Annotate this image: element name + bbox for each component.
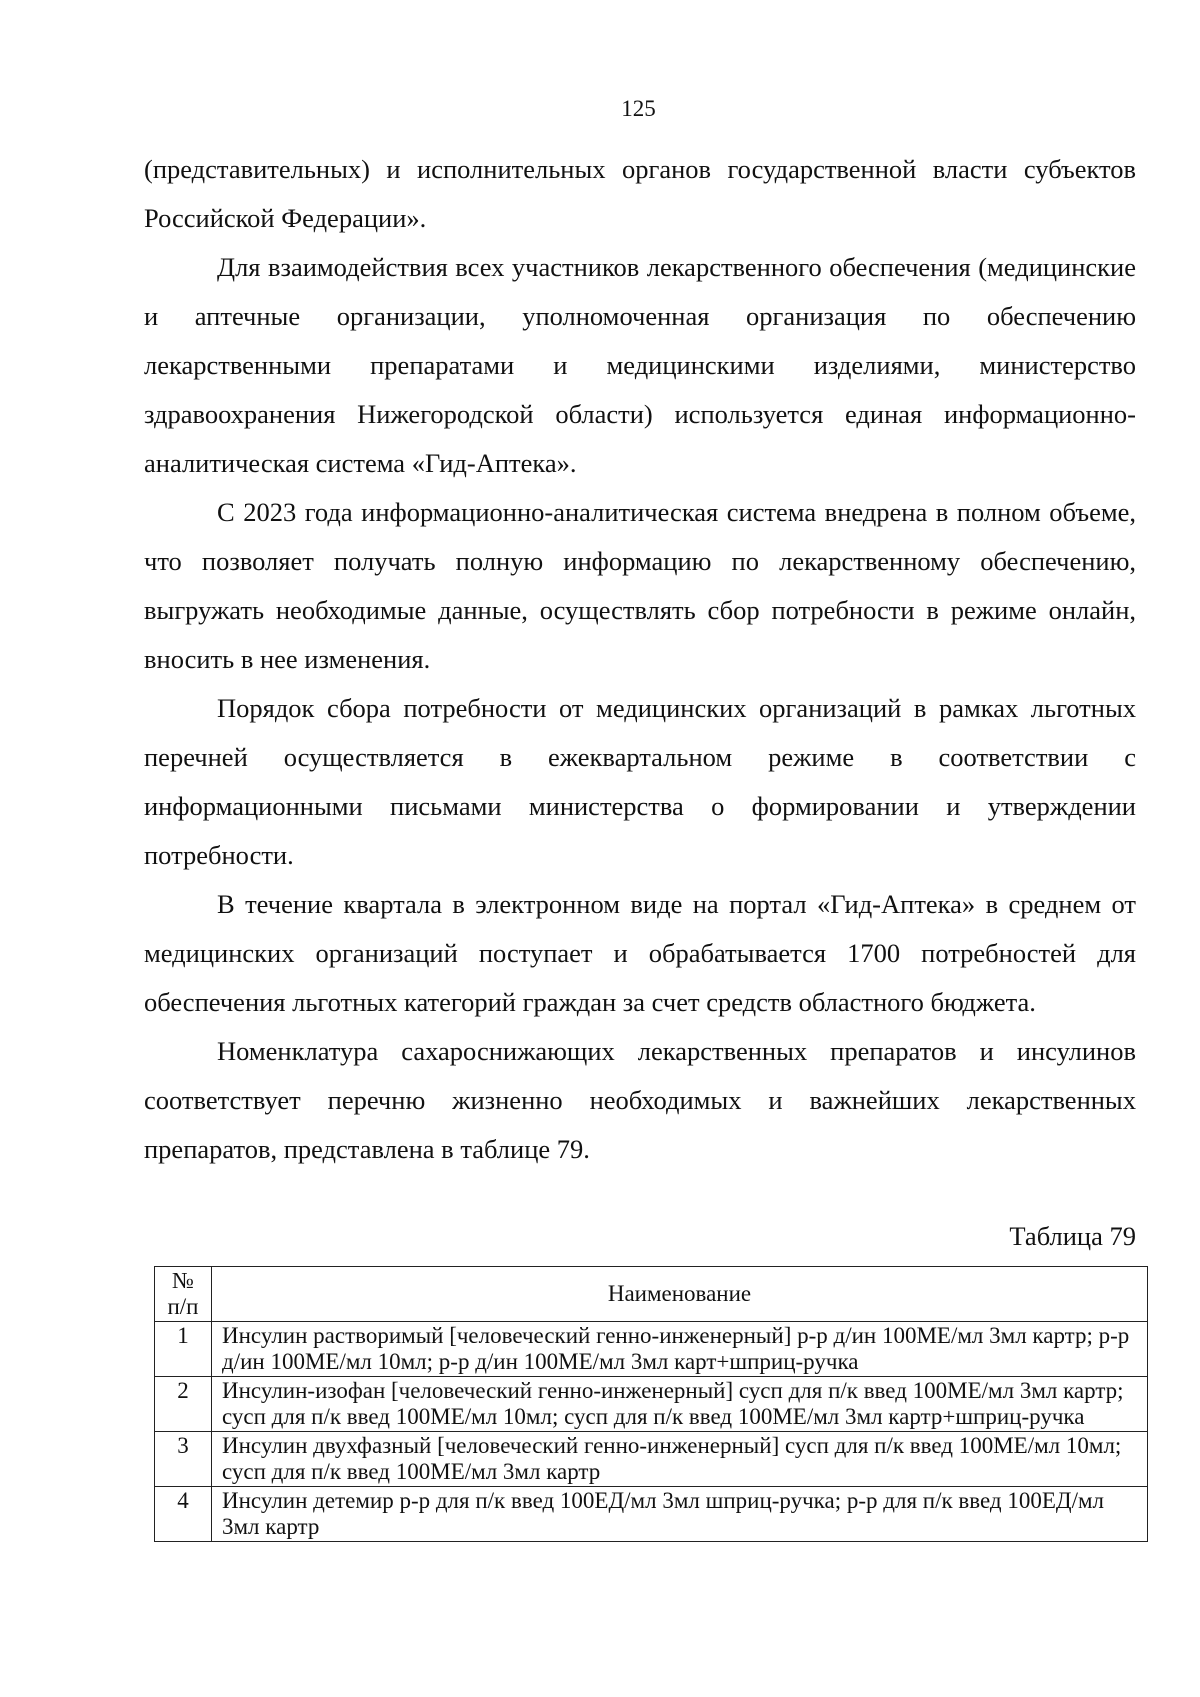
table-row (155, 1487, 1148, 1542)
body-text (144, 145, 1136, 1174)
table-row (155, 1322, 1148, 1377)
table-caption: Таблица 79 (1009, 1221, 1136, 1251)
table-row (155, 1432, 1148, 1487)
header-number-label: № п/п (167, 1268, 199, 1319)
paragraph-nomenclature: Номенклатура сахароснижающих лекарственных препаратов и инсулинов соответствует перечню жизненно необходимых и важнейших лекарственных препаратов, представлена в таблице 79. (144, 1036, 1136, 1164)
row-name: Инсулин двухфазный [человеческий генно-инженерный] сусп для п/к введ 100МЕ/мл 10мл; сусп для п/к введ 100МЕ/мл 3мл картр (212, 1432, 1148, 1487)
table-header-row (155, 1267, 1148, 1322)
insulin-nomenclature-table (154, 1266, 1148, 1542)
paragraph-quarterly-volume: В течение квартала в электронном виде на портал «Гид-Аптека» в среднем от медицинских организаций поступает и обрабатывается 1700 потребностей для обеспечения льготных категорий граждан за счет средств областного бюджета. (144, 889, 1136, 1017)
header-number (155, 1267, 212, 1322)
row-name: Инсулин-изофан [человеческий генно-инженерный] сусп для п/к введ 100МЕ/мл 3мл картр; сусп для п/к введ 100МЕ/мл 10мл; сусп для п/к введ 100МЕ/мл 3мл картр+шприц-ручка (212, 1377, 1148, 1432)
page-number: 125 (621, 96, 656, 121)
paragraph-continuation: (представительных) и исполнительных органов государственной власти субъектов Российской Федерации». (144, 154, 1136, 233)
row-number: 2 (155, 1377, 212, 1432)
paragraph-system-implementation: С 2023 года информационно-аналитическая система внедрена в полном объеме, что позволяет получать полную информацию по лекарственному обеспечению, выгружать необходимые данные, осуществлять сбор потребности в режиме онлайн, вносить в нее изменения. (144, 497, 1136, 674)
row-name: Инсулин растворимый [человеческий генно-инженерный] р-р д/ин 100МЕ/мл 3мл картр; р-р д/ин 100МЕ/мл 10мл; р-р д/ин 100МЕ/мл 3мл карт+шприц-ручка (212, 1322, 1148, 1377)
header-name: Наименование (212, 1267, 1148, 1322)
paragraph-interaction-system: Для взаимодействия всех участников лекарственного обеспечения (медицинские и аптечные организации, уполномоченная организация по обеспечению лекарственными препаратами и медицинскими изделиями, министерство здравоохранения Нижегородской области) используется единая информационно-аналитическая система «Гид-Аптека». (144, 252, 1136, 478)
row-number: 1 (155, 1322, 212, 1377)
row-number: 4 (155, 1487, 212, 1542)
table-row (155, 1377, 1148, 1432)
row-number: 3 (155, 1432, 212, 1487)
paragraph-collection-procedure: Порядок сбора потребности от медицинских организаций в рамках льготных перечней осуществляется в ежеквартальном режиме в соответствии с информационными письмами министерства о формировании и утверждении потребности. (144, 693, 1136, 870)
row-name: Инсулин детемир р-р для п/к введ 100ЕД/мл 3мл шприц-ручка; р-р для п/к введ 100ЕД/мл 3мл картр (212, 1487, 1148, 1542)
